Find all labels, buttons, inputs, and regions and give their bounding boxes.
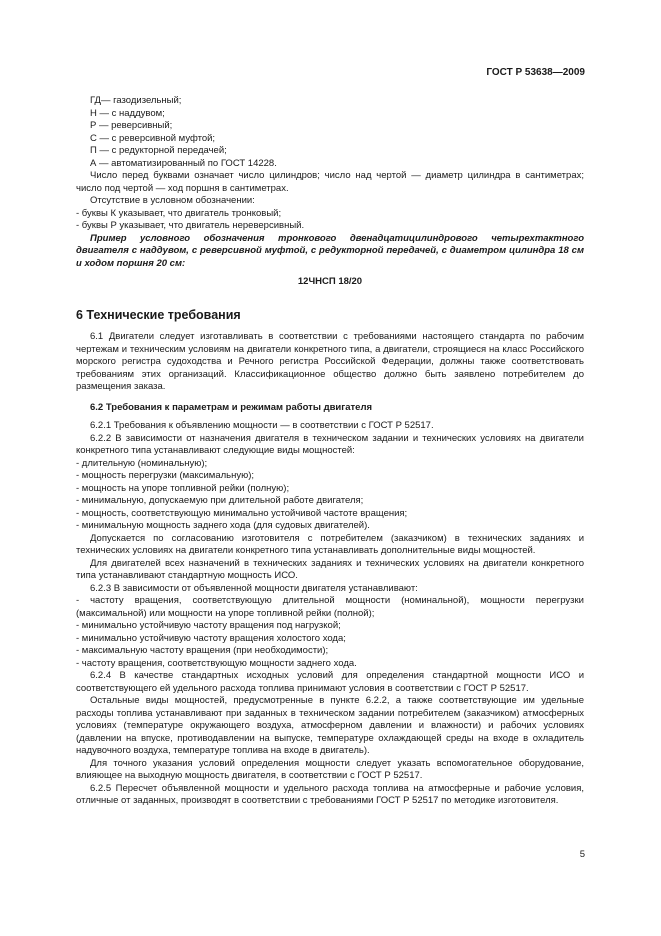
power-type-item: - минимальную мощность заднего хода (для судовых двигателей). [76,520,370,531]
power-type-item: - мощность на упоре топливной рейки (полную); [76,482,290,494]
power-type-item: - мощность, соответствующую минимально устойчивой частоте вращения; [76,507,408,519]
paragraph-6-2-4: 6.2.4 В качестве стандартных исходных условий для определения стандартной мощности ИСО и соответствующего ей удельного расхода топлива принимают условия в соответствии с ГОСТ Р 52517. [76,670,584,694]
designation-item: С — с реверсивной муфтой; [90,132,216,144]
speed-list [76,595,584,670]
speed-item: - частоту вращения, соответствующую мощности заднего хода. [76,657,357,669]
designation-list [76,95,584,170]
paragraph-6-2-3: 6.2.3 В зависимости от объявленной мощности двигателя устанавливают: [90,582,418,594]
power-type-item: - длительную (номинальную); [76,457,208,469]
paragraph-precise: Для точного указания условий определения мощности следует указать вспомогательное оборудование, влияющее на выходную мощность двигателя, в соответствии с ГОСТ Р 52517. [76,757,584,781]
speed-item: - максимальную частоту вращения (при необходимости); [76,645,329,656]
designation-item: А — автоматизированный по ГОСТ 14228. [90,157,277,169]
speed-item: - частоту вращения, соответствующую длительной мощности (номинальной), мощности перегрузки (максимальной) или мощности на упоре топливной рейки (полной); [76,595,584,619]
document-header: ГОСТ Р 53638—2009 [486,67,585,78]
page-content [76,95,584,808]
speed-item: - минимально устойчивую частоту вращения холостого хода; [76,632,346,644]
designation-item: Р — реверсивный; [90,120,173,131]
paragraph-6-2-1: 6.2.1 Требования к объявлению мощности — в соответствии с ГОСТ Р 52517. [90,420,434,431]
paragraph-6-2-5: 6.2.5 Пересчет объявленной мощности и удельного расхода топлива на атмосферные и рабочие условия, отличные от заданных, производят в соответствии с требованиями ГОСТ Р 52517 по методике изготовителя. [76,782,584,806]
paragraph-6-1: 6.1 Двигатели следует изготавливать в соответствии с требованиями настоящего стандарта по рабочим чертежам и техническим условиям на двигатели конкретного типа, а двигатели, строящиеся на класс Российского морского регистра судоходства и Речного регистра Российской Федерации, должны также соответствовать требованиям этих организаций. Классификационное общество должно быть заявлено потребителем до размещения заказа. [76,331,584,392]
designation-item: П — с редукторной передачей; [90,145,227,156]
power-type-item: - минимальную, допускаемую при длительной работе двигателя; [76,495,364,506]
paragraph-iso: Для двигателей всех назначений в технических заданиях и технических условиях на двигатели конкретного типа устанавливают стандартную мощность ИСО. [76,557,584,581]
number-note: Число перед буквами означает число цилиндров; число над чертой — диаметр цилиндра в сантиметрах; число под чертой — ход поршня в сантиметрах. [76,170,584,194]
section-title: 6 Технические требования [76,307,241,322]
absence-item: - буквы Р указывает, что двигатель нереверсивный. [76,220,305,231]
example-text: Пример условного обозначения тронкового двенадцатицилиндрового четырехтактного двигателя с наддувом, с реверсивной муфтой, с редукторной передачей, с диаметром цилиндра 18 см и ходом поршня 20 см: [76,232,584,269]
absence-intro: Отсутствие в условном обозначении: [90,195,255,206]
speed-item: - минимально устойчивую частоту вращения под нагрузкой; [76,620,341,631]
power-types-list [76,458,584,533]
page-number: 5 [579,849,585,860]
subsection-6-2-title: 6.2 Требования к параметрам и режимам работы двигателя [90,401,373,413]
designation-item: ГД— газодизельный; [90,95,182,106]
absence-item: - буквы К указывает, что двигатель тронковый; [76,207,282,219]
paragraph-other-powers: Остальные виды мощностей, предусмотренные в пункте 6.2.2, а также соответствующие им удельные расходы топлива устанавливают при заданных в техническом задании потребителем (заказчиком) атмосферных условиях (температуре окружающего воздуха, атмосферном давлении и влажности) и рабочих условиях (давлении на впуске, противодавлении на выпуске, температуре охлаждающей среды на входе в охладитель надувочного воздуха, температуре топлива на входе в двигатель). [76,695,584,756]
paragraph-6-2-2: 6.2.2 В зависимости от назначения двигателя в техническом задании и технических условиях на двигатели конкретного типа устанавливают следующие виды мощностей: [76,432,584,456]
designation-item: Н — с наддувом; [90,107,165,119]
example-code: 12ЧНСП 18/20 [297,276,363,287]
power-type-item: - мощность перегрузки (максимальную); [76,470,255,481]
paragraph-allowed: Допускается по согласованию изготовителя с потребителем (заказчиком) в технических заданиях и технических условиях на двигатели конкретного типа устанавливать дополнительные виды мощностей. [76,532,584,556]
